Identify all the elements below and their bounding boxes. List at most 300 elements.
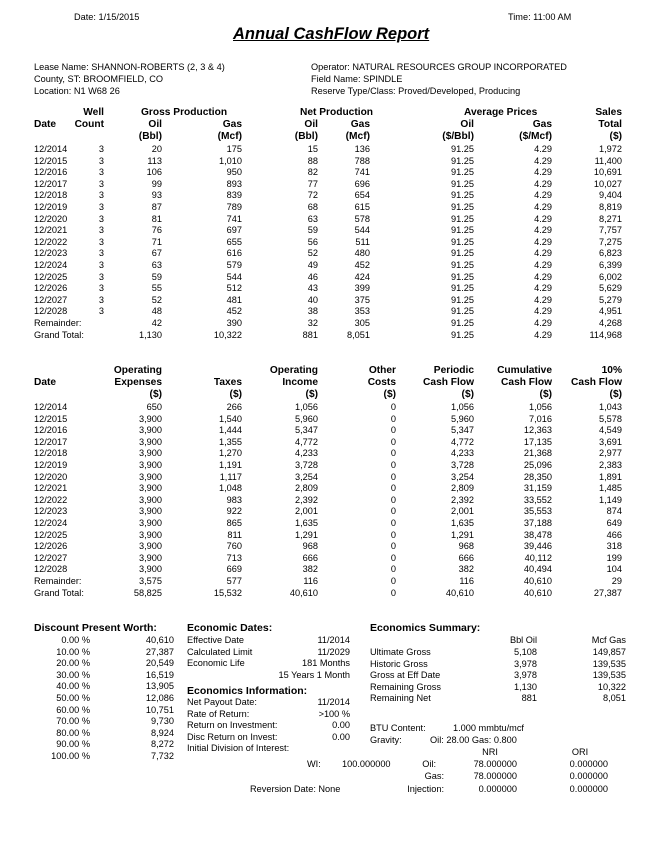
production-row-cell: 893 xyxy=(226,178,242,189)
production-row-cell: 4.29 xyxy=(534,294,552,305)
production-row-cell: 4.29 xyxy=(534,155,552,166)
production-row-cell: 175 xyxy=(226,144,242,154)
production-table xyxy=(34,144,622,341)
economics-summary-row xyxy=(370,647,626,659)
production-row-cell: 375 xyxy=(354,294,370,305)
cashflow-row-cell: 0 xyxy=(390,436,396,447)
economics-info-row xyxy=(187,720,350,732)
economic-date-row xyxy=(187,670,350,682)
dpw-row xyxy=(34,681,174,693)
production-row-cell: 424 xyxy=(354,271,370,282)
cashflow-row-cell: 922 xyxy=(226,506,242,517)
cashflow-row-cell: 12,363 xyxy=(523,425,552,436)
cashflow-row-cell: 12/2019 xyxy=(34,459,68,470)
cashflow-row-cell: 104 xyxy=(606,564,622,575)
cashflow-row-cell: 0 xyxy=(390,529,396,540)
production-row-cell: 52 xyxy=(151,294,162,305)
economic-date-row xyxy=(187,635,350,647)
cashflow-row xyxy=(34,460,622,472)
cashflow-row-cell: 39,446 xyxy=(523,541,552,552)
cashflow-row-cell: 669 xyxy=(226,564,242,575)
economic-date-row-cell xyxy=(187,670,267,682)
dpw-title: Discount Present Worth: xyxy=(34,622,157,634)
economics-summary-row-cell: 881 xyxy=(521,693,537,704)
dpw-row xyxy=(34,635,174,647)
header-count: Count xyxy=(74,119,104,130)
production-row-cell: 12/2022 xyxy=(34,236,68,247)
cashflow-row-cell: 5,347 xyxy=(295,425,318,436)
production-row xyxy=(34,283,622,295)
county: County, ST: BROOMFIELD, CO xyxy=(34,74,163,84)
cashflow-row-cell: 12/2026 xyxy=(34,541,68,552)
cashflow-row xyxy=(34,530,622,542)
production-row-cell: 544 xyxy=(354,225,370,236)
cashflow-row-cell: 0 xyxy=(390,413,396,424)
economic-dates-table xyxy=(187,635,350,681)
cashflow-row xyxy=(34,541,622,553)
wi-label: WI: xyxy=(307,759,321,769)
header-gross-production: Gross Production xyxy=(141,107,228,118)
cashflow-row-cell: 199 xyxy=(606,552,622,563)
cashflow-row-cell: 40,610 xyxy=(289,587,318,598)
economics-summary-row-cell: Historic Gross xyxy=(370,658,428,669)
unit-10pct: ($) xyxy=(609,389,622,400)
production-row-cell: 4,951 xyxy=(599,306,622,317)
production-row-cell: 512 xyxy=(226,283,242,294)
gas-interest-label: Gas: xyxy=(424,771,444,781)
economics-summary-title: Economics Summary: xyxy=(370,622,481,634)
injection-label: Injection: xyxy=(407,784,444,794)
production-row-cell: 40 xyxy=(307,294,318,305)
cashflow-row-cell: 1,149 xyxy=(599,494,622,505)
production-row-cell: 5,279 xyxy=(599,294,622,305)
production-row-cell: 4.29 xyxy=(534,248,552,259)
production-row-cell: 48 xyxy=(151,306,162,317)
header-expenses: Expenses xyxy=(114,377,162,388)
cashflow-row-cell: 382 xyxy=(458,564,474,575)
economics-summary-row-cell: Remaining Gross xyxy=(370,681,441,692)
economics-info-title: Economics Information: xyxy=(187,685,308,697)
production-row-cell: 8,819 xyxy=(599,201,622,212)
economics-info-row xyxy=(187,697,350,709)
cashflow-row-cell: 40,112 xyxy=(524,552,552,563)
cashflow-row-cell: 3,254 xyxy=(295,471,318,482)
cashflow-row-cell: 0 xyxy=(390,425,396,436)
dpw-row xyxy=(34,716,174,728)
production-row-cell: 55 xyxy=(151,283,162,294)
dpw-row-cell: 40.00 % xyxy=(56,681,90,692)
cashflow-row-cell: 12/2015 xyxy=(34,413,68,424)
cashflow-row-cell: 12/2023 xyxy=(34,506,68,517)
production-row-cell: 4.29 xyxy=(534,306,552,317)
production-row-cell: 91.25 xyxy=(451,190,474,201)
economics-info-row-cell: 0.00 xyxy=(332,731,350,742)
production-row-cell: 12/2016 xyxy=(34,167,68,178)
header-price-gas: Gas xyxy=(532,119,552,130)
gas-ori: 0.000000 xyxy=(569,771,608,781)
report-title: Annual CashFlow Report xyxy=(233,25,430,43)
production-row-cell: 4.29 xyxy=(534,213,552,224)
cashflow-row-cell: 35,553 xyxy=(523,506,552,517)
economics-summary-row xyxy=(370,682,626,694)
gravity-value: Oil: 28.00 Gas: 0.800 xyxy=(430,735,517,745)
production-row-cell: 4.29 xyxy=(534,259,552,270)
header-date-2: Date xyxy=(34,377,57,388)
production-row-cell: 12/2028 xyxy=(34,306,68,317)
production-row xyxy=(34,179,622,191)
dpw-row-cell: 60.00 % xyxy=(56,704,90,715)
economics-info-row xyxy=(187,732,350,744)
production-row-cell: 4,268 xyxy=(599,317,622,328)
production-row-cell: 91.25 xyxy=(451,329,474,340)
production-row xyxy=(34,318,622,330)
production-row-cell: 4.29 xyxy=(534,144,552,154)
production-row-cell: 5,629 xyxy=(599,283,622,294)
cashflow-row-cell: 7,016 xyxy=(529,413,552,424)
cashflow-row xyxy=(34,588,622,600)
production-row-cell: 99 xyxy=(151,178,162,189)
wi-value: 100.000000 xyxy=(342,759,391,769)
dpw-row-cell: 70.00 % xyxy=(56,716,90,727)
oil-nri: 78.000000 xyxy=(473,759,517,769)
cashflow-row xyxy=(34,495,622,507)
dpw-row-cell: 0.00 % xyxy=(61,635,90,645)
gravity-label: Gravity: xyxy=(370,735,402,745)
economic-dates-title: Economic Dates: xyxy=(187,622,273,634)
economics-info-row-cell: Return on Investment: xyxy=(187,720,278,731)
production-row-cell: 113 xyxy=(147,155,162,166)
production-row xyxy=(34,144,622,156)
dpw-row-cell: 50.00 % xyxy=(56,692,90,703)
production-row-cell: 3 xyxy=(98,167,104,178)
header-operating-2: Operating xyxy=(269,365,318,376)
oil-ori: 0.000000 xyxy=(569,759,608,769)
production-row-cell: 88 xyxy=(307,155,318,166)
cashflow-row-cell: Grand Total: xyxy=(34,587,84,598)
economics-summary-row-cell: 5,108 xyxy=(514,647,537,657)
cashflow-row-cell: 2,001 xyxy=(295,506,318,517)
cashflow-row-cell: 3,900 xyxy=(139,517,162,528)
economics-summary-row-cell: Remaining Net xyxy=(370,693,431,704)
production-row-cell xyxy=(96,330,104,342)
header-sales: Sales xyxy=(595,107,622,118)
production-row-cell: 4.29 xyxy=(534,190,552,201)
cashflow-row-cell: 1,635 xyxy=(451,517,474,528)
production-row-cell: 579 xyxy=(226,259,242,270)
production-row-cell: 305 xyxy=(354,317,370,328)
header-10pct: 10% xyxy=(601,365,622,376)
header-average-prices: Average Prices xyxy=(464,107,538,118)
production-row-cell: 91.25 xyxy=(451,236,474,247)
cashflow-row-cell: 1,191 xyxy=(219,459,242,470)
economics-summary-table xyxy=(370,647,626,705)
production-row-cell: 46 xyxy=(307,271,318,282)
economics-summary-row-cell: 1,130 xyxy=(514,681,537,692)
dpw-row-cell: 27,387 xyxy=(145,646,174,657)
cashflow-row-cell: 1,540 xyxy=(219,413,242,424)
cashflow-row-cell: 1,048 xyxy=(219,483,242,494)
economics-summary-row-cell: Gross at Eff Date xyxy=(370,670,441,681)
cashflow-row-cell: 5,960 xyxy=(451,413,474,424)
cashflow-row-cell: 4,233 xyxy=(295,448,318,459)
production-row-cell: 91.25 xyxy=(451,317,474,328)
cashflow-row-cell: 1,485 xyxy=(599,483,622,494)
cashflow-row-cell: 3,728 xyxy=(451,459,474,470)
production-row-cell: 52 xyxy=(307,248,318,259)
reversion-date: Reversion Date: None xyxy=(250,784,341,794)
production-row xyxy=(34,330,622,342)
production-row-cell: 615 xyxy=(354,201,370,212)
unit-costs: ($) xyxy=(383,389,396,400)
btu-value: 1.000 mmbtu/mcf xyxy=(453,723,524,733)
cashflow-row xyxy=(34,425,622,437)
production-row-cell: 4.29 xyxy=(534,271,552,282)
cashflow-row-cell: 266 xyxy=(226,402,242,412)
production-row-cell: 4.29 xyxy=(534,201,552,212)
header-other: Other xyxy=(368,365,396,376)
production-row-cell: 77 xyxy=(307,178,318,189)
btu-label: BTU Content: xyxy=(370,723,426,733)
header-taxes: Taxes xyxy=(213,377,242,388)
production-row-cell: 4.29 xyxy=(534,283,552,294)
production-row-cell: 12/2019 xyxy=(34,201,68,212)
production-row-cell: 32 xyxy=(307,317,318,328)
production-row-cell: 15 xyxy=(307,144,318,154)
cashflow-row-cell: 12/2024 xyxy=(34,517,68,528)
production-row xyxy=(34,214,622,226)
cashflow-row-cell: 0 xyxy=(390,448,396,459)
production-row-cell: 76 xyxy=(151,225,162,236)
production-row-cell: 4.29 xyxy=(534,167,552,178)
cashflow-row-cell: 5,960 xyxy=(295,413,318,424)
production-row-cell: 8,051 xyxy=(347,329,370,340)
economic-date-row-cell: 181 Months xyxy=(301,658,350,669)
economics-info-table xyxy=(187,697,350,755)
production-row xyxy=(34,306,622,318)
cashflow-row-cell: 3,900 xyxy=(139,425,162,436)
production-row-cell: 91.25 xyxy=(451,155,474,166)
economic-date-row-cell: Economic Life xyxy=(187,658,245,669)
dpw-row-cell: 100.00 % xyxy=(51,750,90,761)
cashflow-row-cell: 12/2014 xyxy=(34,402,68,412)
cashflow-row-cell: 1,291 xyxy=(295,529,318,540)
header-operating: Operating xyxy=(113,365,162,376)
cashflow-row-cell: 1,355 xyxy=(219,436,242,447)
economic-date-row-cell: 11/2014 xyxy=(317,635,350,645)
economics-info-row xyxy=(187,709,350,721)
dpw-row-cell: 8,272 xyxy=(151,739,174,750)
economic-date-row-cell: Effective Date xyxy=(187,635,245,645)
production-row-cell: 1,010 xyxy=(219,155,242,166)
cashflow-row-cell: 760 xyxy=(226,541,242,552)
cashflow-row-cell: 29 xyxy=(611,575,622,586)
cashflow-row xyxy=(34,472,622,484)
unit-price-gas: ($/Mcf) xyxy=(519,131,552,142)
injection-ori: 0.000000 xyxy=(569,784,608,794)
dpw-row-cell: 8,924 xyxy=(151,727,174,738)
dpw-row-cell: 16,519 xyxy=(145,669,174,680)
dpw-row-cell: 90.00 % xyxy=(56,739,90,750)
production-row-cell: 68 xyxy=(307,201,318,212)
production-row-cell: 741 xyxy=(354,167,370,178)
cashflow-row-cell: 40,610 xyxy=(445,587,474,598)
injection-nri: 0.000000 xyxy=(478,784,517,794)
cashflow-row-cell: 31,159 xyxy=(523,483,552,494)
production-row xyxy=(34,272,622,284)
production-row-cell: 91.25 xyxy=(451,178,474,189)
cashflow-row-cell: 40,610 xyxy=(523,575,552,586)
production-row xyxy=(34,225,622,237)
cashflow-row-cell: 1,891 xyxy=(599,471,622,482)
production-row-cell: 59 xyxy=(151,271,162,282)
cashflow-row-cell: 25,096 xyxy=(523,459,552,470)
production-row-cell: 12/2015 xyxy=(34,155,68,166)
production-row-cell: Remainder: xyxy=(34,317,82,328)
cashflow-row-cell: 0 xyxy=(390,575,396,586)
production-row-cell: 544 xyxy=(226,271,242,282)
cashflow-row-cell: 12/2018 xyxy=(34,448,68,459)
cashflow-row-cell: 40,494 xyxy=(523,564,552,575)
header-date: Date xyxy=(34,119,57,130)
unit-total: ($) xyxy=(609,131,622,142)
production-row-cell: 452 xyxy=(354,259,370,270)
cashflow-row-cell: 1,043 xyxy=(599,402,622,412)
cashflow-row-cell: 2,392 xyxy=(451,494,474,505)
cashflow-row-cell: 865 xyxy=(226,517,242,528)
cashflow-row-cell: 3,254 xyxy=(451,471,474,482)
cashflow-row-cell: 650 xyxy=(146,402,162,412)
production-row-cell: 480 xyxy=(354,248,370,259)
production-row-cell: 81 xyxy=(151,213,162,224)
production-row-cell: 353 xyxy=(354,306,370,317)
cashflow-row-cell: 3,900 xyxy=(139,471,162,482)
production-row-cell: 3 xyxy=(98,259,104,270)
cashflow-row-cell: 466 xyxy=(606,529,622,540)
production-row-cell: 881 xyxy=(302,329,318,340)
cashflow-row-cell: 3,900 xyxy=(139,541,162,552)
cashflow-row-cell: 12/2016 xyxy=(34,425,68,436)
cashflow-row-cell: 0 xyxy=(390,459,396,470)
cashflow-row-cell: 4,549 xyxy=(599,425,622,436)
header-net-gas: Gas xyxy=(350,119,370,130)
production-row-cell: 6,399 xyxy=(599,259,622,270)
header-net-oil: Oil xyxy=(304,119,318,130)
dpw-row-cell: 20,549 xyxy=(145,658,174,669)
header-periodic-cashflow: Cash Flow xyxy=(423,377,474,388)
cashflow-row-cell: 12/2025 xyxy=(34,529,68,540)
unit-gross-gas: (Mcf) xyxy=(217,131,242,142)
dpw-table xyxy=(34,635,174,763)
production-row-cell: 10,691 xyxy=(593,167,622,178)
cashflow-row-cell: 38,478 xyxy=(523,529,552,540)
production-row xyxy=(34,260,622,272)
production-row-cell: 67 xyxy=(151,248,162,259)
economics-info-row-cell: Rate of Return: xyxy=(187,708,250,719)
production-row-cell: 42 xyxy=(151,317,162,328)
header-income: Income xyxy=(282,377,318,388)
cashflow-row-cell: 0 xyxy=(390,402,396,412)
gas-nri: 78.000000 xyxy=(473,771,517,781)
production-row-cell: 82 xyxy=(307,167,318,178)
cashflow-row xyxy=(34,414,622,426)
economics-info-row-cell: Disc Return on Invest: xyxy=(187,731,278,742)
economics-summary-row-cell: 3,978 xyxy=(514,670,537,681)
header-periodic: Periodic xyxy=(433,365,474,376)
production-row-cell: 63 xyxy=(307,213,318,224)
production-row xyxy=(34,237,622,249)
economic-date-row-cell: 15 Years 1 Month xyxy=(278,669,350,680)
cashflow-row-cell: 12/2020 xyxy=(34,471,68,482)
economics-info-row xyxy=(187,743,350,755)
cashflow-row-cell: 12/2021 xyxy=(34,483,68,494)
production-row-cell: 3 xyxy=(98,236,104,247)
cashflow-row-cell: 3,900 xyxy=(139,436,162,447)
economics-summary-row-cell: 139,535 xyxy=(592,658,626,669)
production-row-cell: 12/2020 xyxy=(34,213,68,224)
production-row-cell: 63 xyxy=(151,259,162,270)
dpw-row xyxy=(34,693,174,705)
cashflow-row-cell: 17,135 xyxy=(523,436,552,447)
reserve-type: Reserve Type/Class: Proved/Developed, Producing xyxy=(311,86,521,96)
economics-summary-row-cell: 3,978 xyxy=(514,658,537,669)
production-row xyxy=(34,156,622,168)
location: Location: N1 W68 26 xyxy=(34,86,120,96)
production-row-cell: 3 xyxy=(98,248,104,259)
dpw-row xyxy=(34,728,174,740)
cashflow-row-cell: 58,825 xyxy=(133,587,162,598)
production-row-cell: 390 xyxy=(226,317,242,328)
unit-income: ($) xyxy=(305,389,318,400)
production-row xyxy=(34,295,622,307)
production-row-cell: 7,275 xyxy=(599,236,622,247)
cashflow-row-cell: 1,056 xyxy=(529,402,552,412)
production-row-cell: 7,757 xyxy=(599,225,622,236)
cashflow-row xyxy=(34,564,622,576)
production-row-cell: 12/2014 xyxy=(34,144,68,154)
production-row-cell: 91.25 xyxy=(451,259,474,270)
cashflow-row xyxy=(34,402,622,414)
dpw-row-cell: 13,905 xyxy=(145,681,174,692)
production-row-cell: 4.29 xyxy=(534,225,552,236)
cashflow-row-cell: 3,575 xyxy=(139,575,162,586)
production-row-cell: 12/2021 xyxy=(34,225,68,236)
dpw-row xyxy=(34,647,174,659)
dpw-row-cell: 40,610 xyxy=(145,635,174,645)
production-row-cell: 4.29 xyxy=(534,236,552,247)
production-row-cell: 12/2018 xyxy=(34,190,68,201)
dpw-row xyxy=(34,705,174,717)
dpw-row xyxy=(34,658,174,670)
cashflow-row xyxy=(34,448,622,460)
lease-name: Lease Name: SHANNON-ROBERTS (2, 3 & 4) xyxy=(34,62,225,72)
cashflow-row xyxy=(34,506,622,518)
production-row-cell: 950 xyxy=(226,167,242,178)
economics-summary-row-cell: 8,051 xyxy=(603,693,626,704)
cashflow-row-cell: 0 xyxy=(390,517,396,528)
cashflow-row-cell: 4,233 xyxy=(451,448,474,459)
cashflow-row-cell: 2,809 xyxy=(451,483,474,494)
report-date: Date: 1/15/2015 xyxy=(74,12,140,22)
cashflow-row-cell: 0 xyxy=(390,587,396,598)
cashflow-row-cell: 3,900 xyxy=(139,529,162,540)
production-row-cell: 43 xyxy=(307,283,318,294)
cashflow-row-cell: 5,578 xyxy=(599,413,622,424)
production-row-cell: 12/2024 xyxy=(34,259,68,270)
production-row-cell: 654 xyxy=(354,190,370,201)
production-row-cell: 3 xyxy=(98,155,104,166)
cashflow-row-cell: 2,392 xyxy=(295,494,318,505)
cashflow-row-cell: 0 xyxy=(390,471,396,482)
